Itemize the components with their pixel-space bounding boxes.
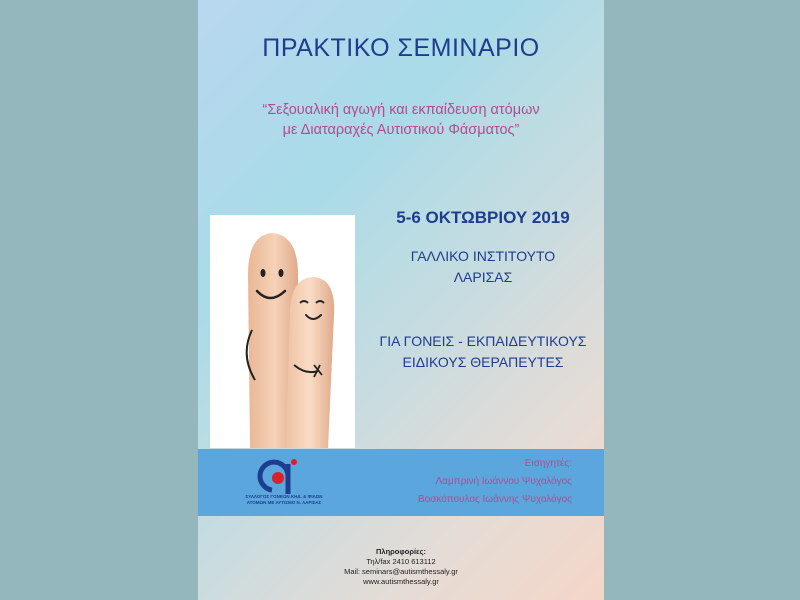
venue-line-2: ΛΑΡΙΣΑΣ <box>453 269 513 285</box>
speaker-2: Βοσκόπουλος Ιωάννης Ψυχολόγος <box>418 494 572 505</box>
smiling-fingers-photo <box>210 215 355 448</box>
event-date: 5-6 ΟΚΤΩΒΡΙΟΥ 2019 <box>396 208 570 227</box>
venue-line-1: ΓΑΛΛΙΚΟ ΙΝΣΤΙΤΟΥΤΟ <box>410 248 556 264</box>
audience-line-1: ΓΙΑ ΓΟΝΕΙΣ - ΕΚΠΑΙΔΕΥΤΙΚΟΥΣ <box>379 333 587 349</box>
fingers-illustration <box>210 215 355 448</box>
contact-info <box>298 547 504 587</box>
poster <box>198 0 604 600</box>
poster-title: ΠΡΑΚΤΙΚΟ ΣΕΜΙΝΑΡΙΟ <box>262 34 540 62</box>
contact-phone: Τηλ/fax 2410 613112 <box>366 557 436 566</box>
contact-mail: Mail: seminars@autismthessaly.gr <box>344 567 458 576</box>
logo-text-line-1: ΣΥΛΛΟΓΟΣ ΓΟΝΕΩΝ ΚΗΔ. & ΦΙΛΩΝ <box>245 494 323 499</box>
event-venue <box>368 246 598 288</box>
contact-web: www.autismthessaly.gr <box>363 577 439 586</box>
speaker-1: Λαμπρινή Ιωάννου Ψυχολόγος <box>435 476 572 487</box>
target-audience <box>348 331 604 373</box>
logo-text-line-2: ΑΤΟΜΩΝ ΜΕ ΑΥΤΙΣΜΟ Ν. ΛΑΡΙΣΑΣ <box>246 500 322 505</box>
contact-label: Πληροφορίες: <box>375 547 427 556</box>
audience-line-2: ΕΙΔΙΚΟΥΣ ΘΕΡΑΠΕΥΤΕΣ <box>402 354 564 370</box>
subtitle-line-2: με Διαταραχές Αυτιστικού Φάσματος” <box>282 122 520 138</box>
subtitle-line-1: “Σεξουαλική αγωγή και εκπαίδευση ατόμων <box>262 102 540 118</box>
poster-subtitle <box>198 100 604 140</box>
speakers-label: Εισηγητές: <box>524 458 572 469</box>
